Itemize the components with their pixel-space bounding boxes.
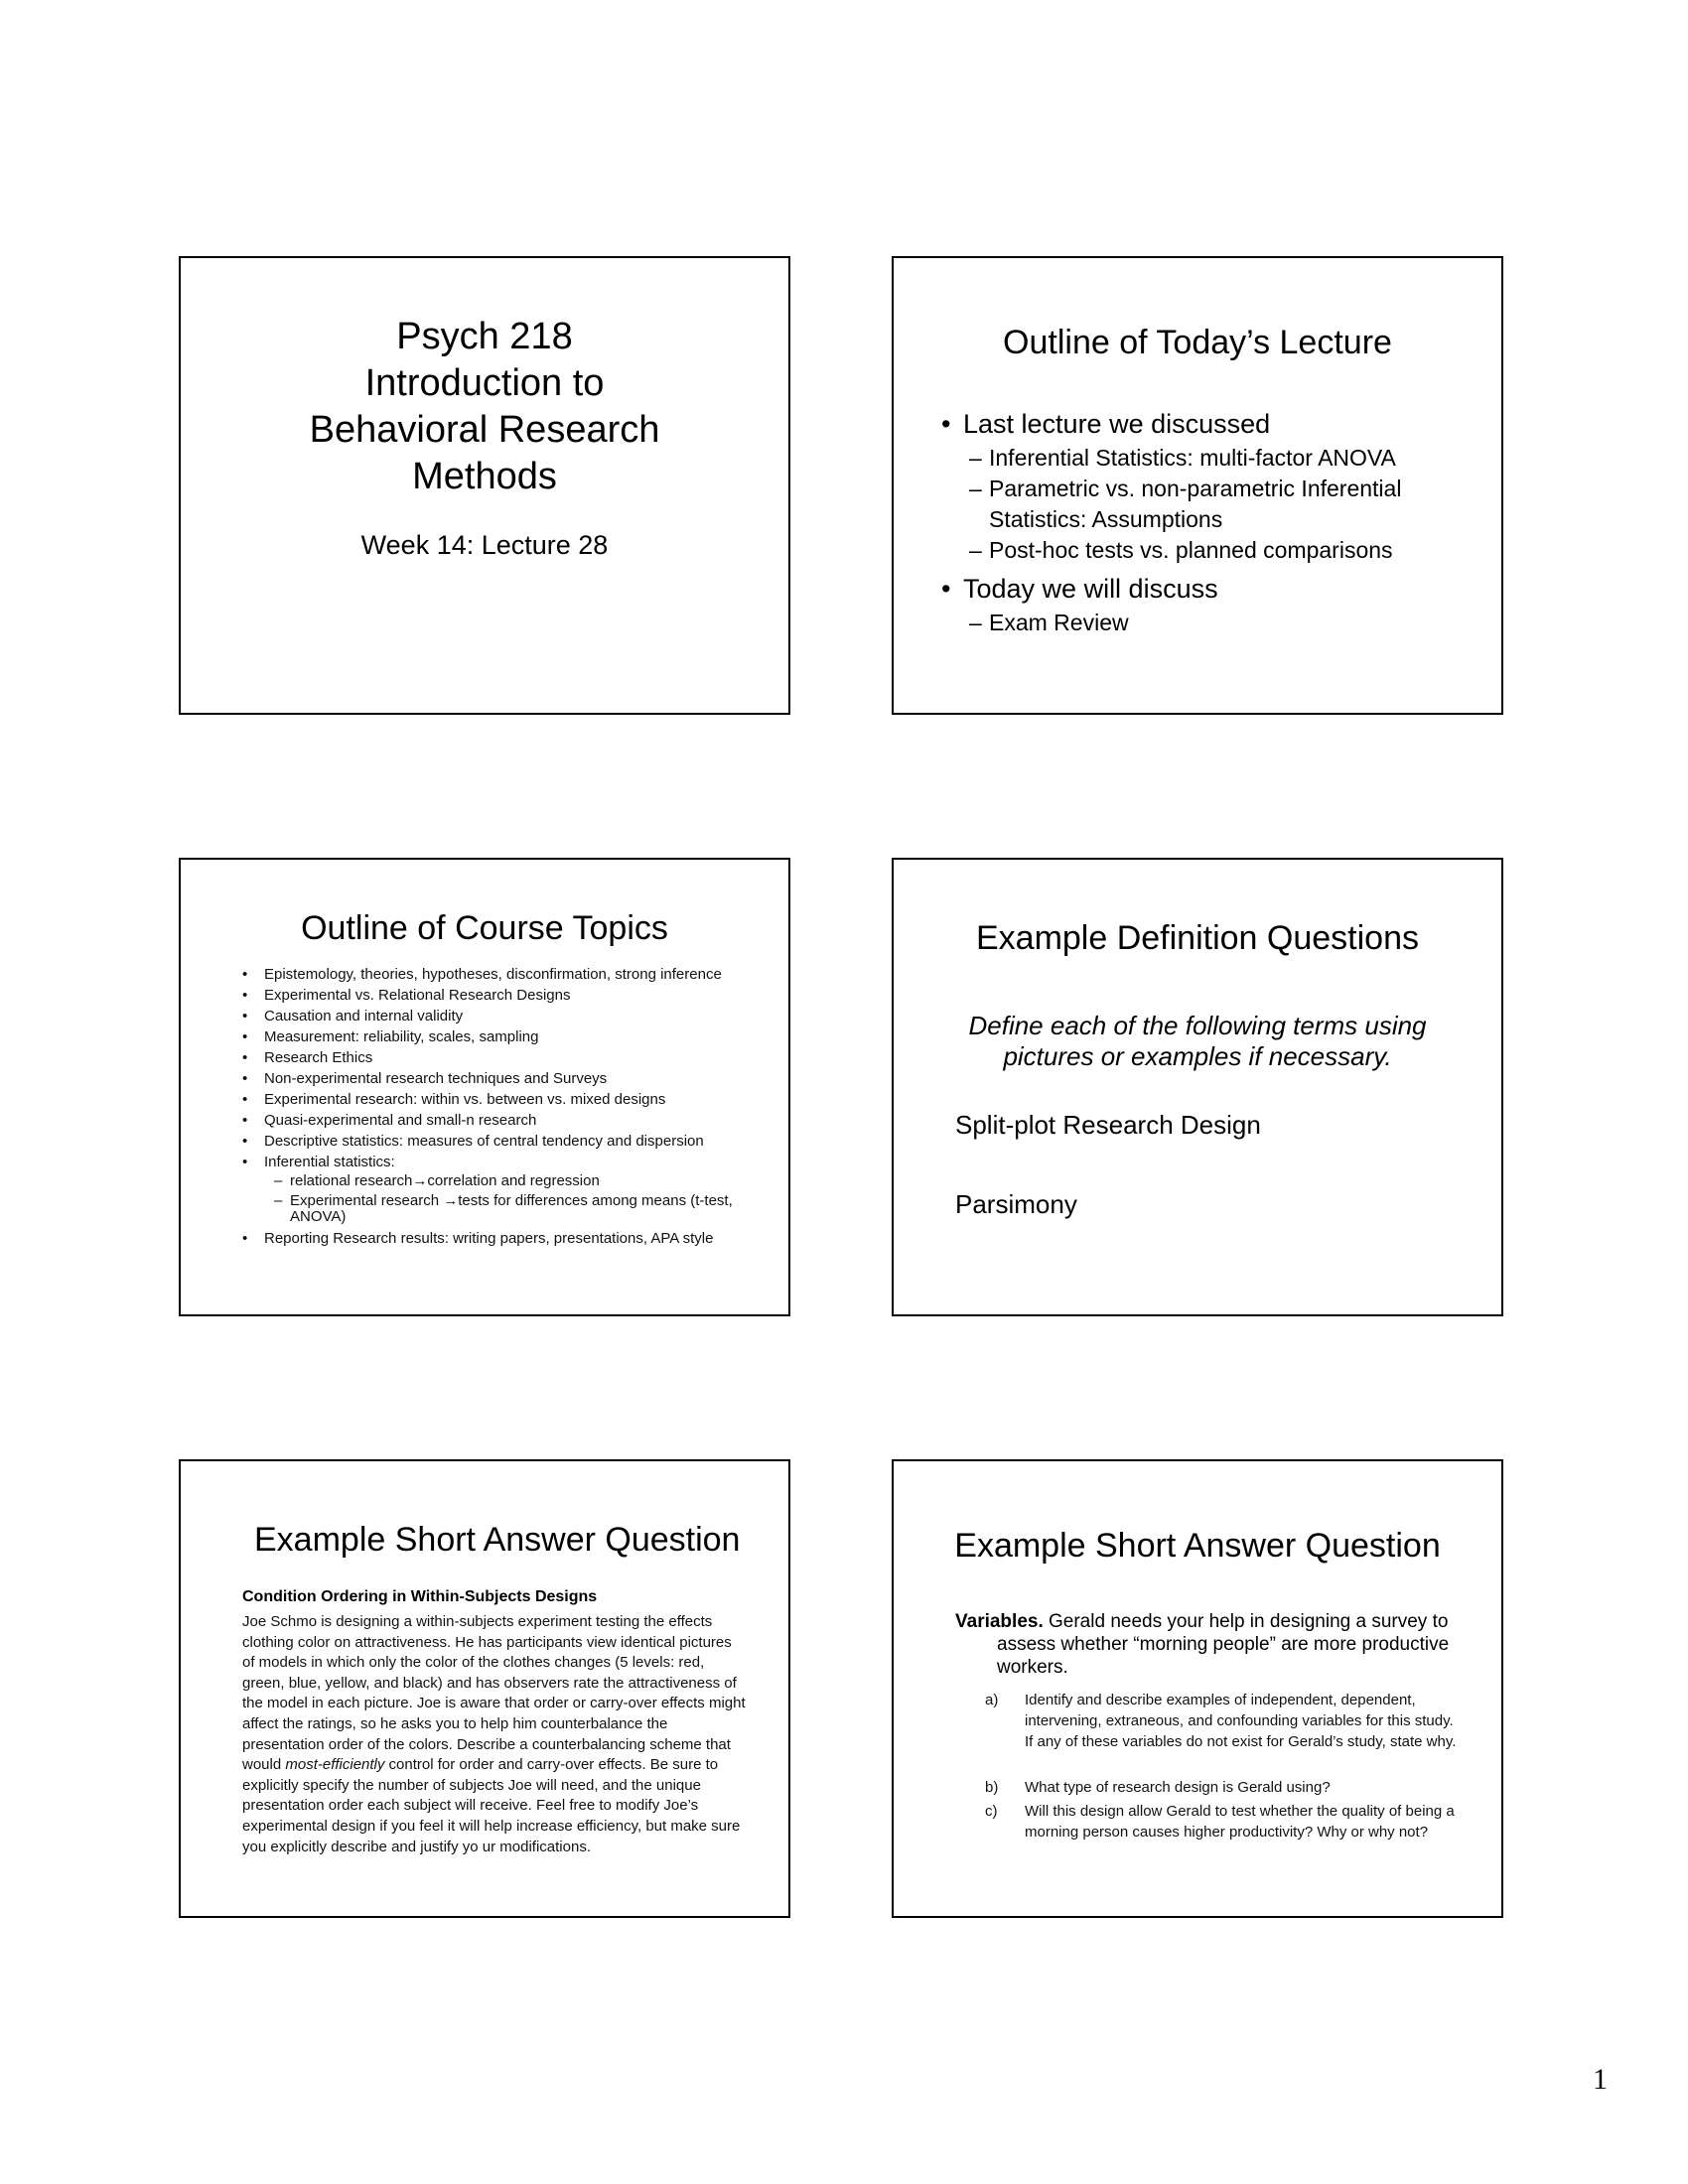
slide-heading: Outline of Course Topics bbox=[301, 909, 668, 947]
topic-item: • Measurement: reliability, scales, sampling bbox=[240, 1029, 761, 1045]
topic-item: • Descriptive statistics: measures of central tendency and dispersion bbox=[240, 1134, 761, 1150]
outline-bullet: • Last lecture we discussed bbox=[941, 407, 1491, 441]
slide-heading: Example Definition Questions bbox=[975, 919, 1419, 957]
topic-item: • Inferential statistics: bbox=[240, 1155, 761, 1170]
slide-heading: Example Short Answer Question bbox=[954, 1527, 1441, 1565]
outline-sub-bullet: – Inferential Statistics: multi-factor ANOVA bbox=[941, 443, 1491, 474]
course-title-line: Behavioral Research bbox=[309, 409, 660, 451]
slide-short-answer-2 bbox=[892, 1459, 1503, 1918]
course-title-line: Psych 218 bbox=[396, 316, 573, 357]
sub-question bbox=[985, 1777, 1462, 1798]
slide-outline-today bbox=[892, 256, 1503, 715]
slide-short-answer-1 bbox=[179, 1459, 790, 1918]
topic-item: • Reporting Research results: writing papers, presentations, APA style bbox=[240, 1231, 761, 1247]
lecture-subtitle: Week 14: Lecture 28 bbox=[360, 530, 609, 560]
slide-title bbox=[179, 256, 790, 715]
course-title-line: Introduction to bbox=[364, 362, 605, 404]
topic-item: • Quasi-experimental and small-n research bbox=[240, 1113, 761, 1129]
topic-item: • Non-experimental research techniques and Surveys bbox=[240, 1071, 761, 1087]
question-body bbox=[242, 1612, 747, 1857]
sub-question-text: Will this design allow Gerald to test whether the quality of being a morning person causes higher productivity? Why or why not? bbox=[1025, 1803, 1455, 1841]
question-intro bbox=[955, 1610, 1462, 1679]
question-text: Gerald needs your help in designing a survey to assess whether “morning people” are more productive workers. bbox=[997, 1611, 1450, 1678]
question-heading: Condition Ordering in Within-Subjects Designs bbox=[242, 1588, 598, 1605]
question-instruction: Define each of the following terms using pictures or examples if necessary. bbox=[968, 1011, 1427, 1071]
slide-heading: Outline of Today’s Lecture bbox=[1003, 324, 1392, 361]
sub-question-label: c) bbox=[985, 1803, 998, 1820]
question-label: Variables. bbox=[955, 1611, 1044, 1632]
topics-list bbox=[240, 967, 761, 1252]
slide-definition-questions bbox=[892, 858, 1503, 1316]
page-number: 1 bbox=[1593, 2063, 1608, 2096]
topic-item: • Experimental research: within vs. between vs. mixed designs bbox=[240, 1092, 761, 1108]
question-emphasis: most-efficiently bbox=[285, 1756, 385, 1774]
topic-item: • Experimental vs. Relational Research Designs bbox=[240, 988, 761, 1004]
topic-item: • Research Ethics bbox=[240, 1050, 761, 1066]
sub-question-label: a) bbox=[985, 1692, 999, 1708]
course-title-line: Methods bbox=[412, 456, 557, 497]
outline-sub-bullet: – Post-hoc tests vs. planned comparisons bbox=[941, 535, 1491, 566]
sub-question-label: b) bbox=[985, 1779, 999, 1796]
topic-item: • Causation and internal validity bbox=[240, 1009, 761, 1024]
slide-heading: Example Short Answer Question bbox=[254, 1521, 741, 1559]
sub-question bbox=[985, 1801, 1462, 1843]
outline-list bbox=[941, 407, 1491, 638]
sub-question-text: Identify and describe examples of independent, dependent, intervening, extraneous, and confounding variables for this study. If any of these variables do not exist for Gerald’s study, state why. bbox=[1025, 1692, 1457, 1750]
question-text: Joe Schmo is designing a within-subjects experiment testing the effects clothing color on attractiveness. He has participants view identical pictures of models in which only the color of the clothes changes (5 levels: red, green, blue, yellow, and black) and has observers rate the attractiveness of the model in each picture. Joe is aware that order or carry-over effects might affect the ratings, so he asks you to help him counterbalance the presentation order of the colors. Describe a counterbalancing scheme that would bbox=[242, 1613, 746, 1774]
topic-item: • Epistemology, theories, hypotheses, disconfirmation, strong inference bbox=[240, 967, 761, 983]
definition-term: Parsimony bbox=[955, 1189, 1077, 1219]
slide-course-topics bbox=[179, 858, 790, 1316]
sub-question bbox=[985, 1690, 1462, 1752]
outline-sub-bullet: – Exam Review bbox=[941, 608, 1491, 638]
question-text: control for order and carry-over effects. Be sure to explicitly specify the number of subjects Joe will need, and the unique presentation order each subject will receive. Feel free to modify Joe’s experimental design if you feel it will help increase efficiency, but make sure you explicitly describe and justify yo ur modifications. bbox=[242, 1756, 741, 1855]
topic-sub-item: – Experimental research →tests for differences among means (t-test, ANOVA) bbox=[240, 1193, 761, 1225]
sub-question-text: What type of research design is Gerald using? bbox=[1025, 1779, 1331, 1796]
definition-term: Split-plot Research Design bbox=[955, 1110, 1261, 1140]
topic-sub-item: – relational research→correlation and regression bbox=[240, 1173, 761, 1189]
outline-bullet: • Today we will discuss bbox=[941, 572, 1491, 606]
outline-sub-bullet: – Parametric vs. non-parametric Inferential Statistics: Assumptions bbox=[941, 474, 1491, 535]
course-title bbox=[181, 314, 788, 500]
